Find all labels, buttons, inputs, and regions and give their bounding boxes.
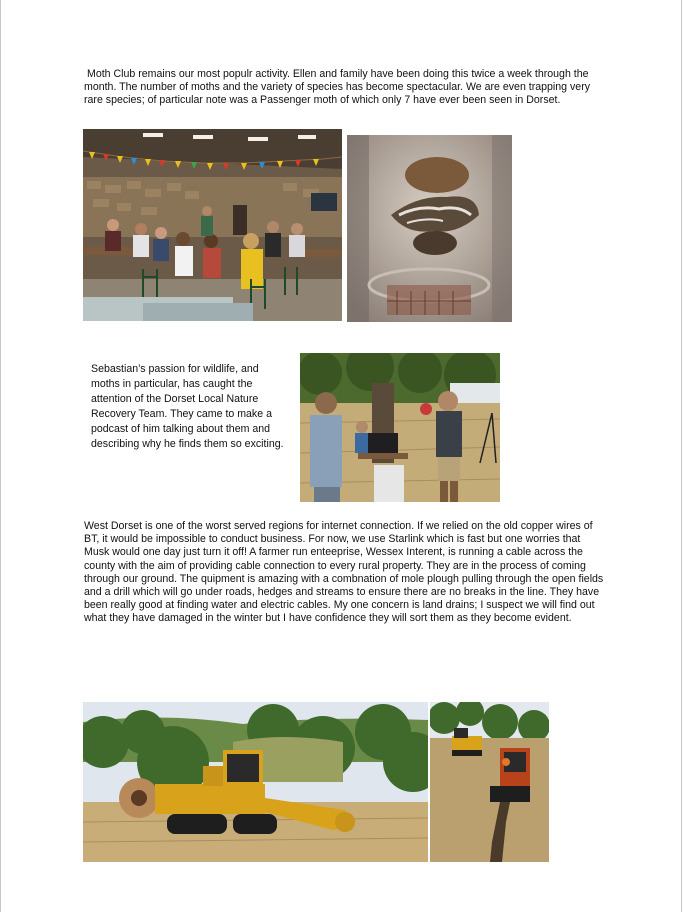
mole-plough-photo: [83, 702, 428, 862]
page-edge: [681, 0, 682, 912]
moth-club-paragraph: Moth Club remains our most populr activity. Ellen and family have been doing this twice a week through the month. The number of moths and the variety of species has become spectacular. We are even trapping very rare species; of particular note was a Passenger moth of which only 7 have ever been seen in Dorset.: [84, 68, 591, 107]
podcast-recording-photo: [300, 353, 500, 502]
passenger-moth-photo: [347, 135, 512, 322]
moth-club-gathering-photo: [83, 129, 342, 321]
page-edge: [0, 0, 1, 912]
drill-rig-photo: [430, 702, 549, 862]
internet-paragraph: West Dorset is one of the worst served regions for internet connection. If we relied on the old copper wires of BT, it would be impossible to conduct business. For now, we use Starlink which is fast but one worries that Musk would one day just turn it off! A farmer run enteeprise, Wessex Interent, is running a cable across the county with the aim of providing cable connection to every rural property. They are in the process of coming through our ground. The quipment is amazing with a combnation of mole plough pulling through the open fields and a drill which will go under roads, hedges and streams to ensure there are no breaks in the line. They have been really good at finding water and electric cables. My one concern is land drains; I suspect we will find out what they have damaged in the winter but I have confidence they will sort them as they become evident.: [84, 520, 604, 625]
sebastian-paragraph: Sebastian’s passion for wildlife, and moths in particular, has caught the attention of the Dorset Local Nature Recovery Team. They came to make a podcast of him talking about them and describing why he finds them so exciting.: [91, 363, 284, 450]
